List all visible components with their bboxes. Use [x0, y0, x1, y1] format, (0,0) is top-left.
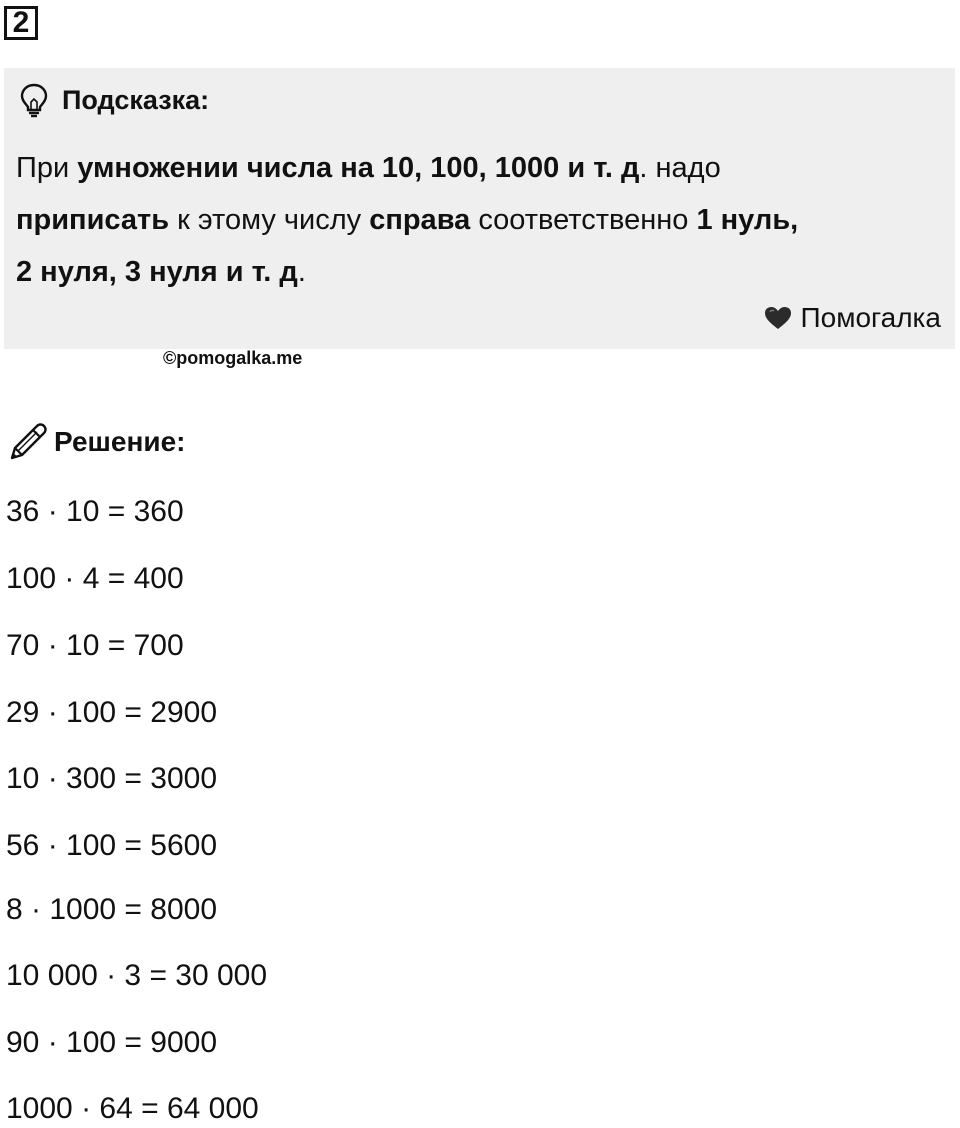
equation: 1000 · 64 = 64 000 [6, 1092, 259, 1125]
equation: 36 · 10 = 360 [6, 495, 184, 528]
equation: 56 · 100 = 5600 [6, 829, 218, 862]
equation: 10 000 · 3 = 30 000 [6, 959, 268, 992]
equation: 100 · 4 = 400 [6, 562, 184, 595]
hint-line [16, 246, 936, 298]
lightbulb-icon [16, 82, 52, 118]
hint-segment-bold: умножении числа на 10, 100, 1000 и т. д [77, 152, 640, 184]
equation: 10 · 300 = 3000 [6, 762, 218, 795]
brand-name: Помогалка [800, 302, 941, 333]
hint-segment-bold: приписать [16, 204, 170, 236]
hint-segment: . надо [639, 152, 721, 184]
equation: 70 · 10 = 700 [6, 629, 184, 662]
pencil-icon [6, 420, 50, 464]
hint-segment: к этому числу [169, 204, 370, 236]
hint-line [16, 194, 936, 246]
hint-segment-bold: справа [369, 204, 471, 236]
hint-segment: При [16, 152, 78, 184]
heart-icon [763, 305, 793, 331]
equation: 8 · 1000 = 8000 [6, 893, 218, 926]
hint-header [16, 82, 209, 118]
hint-line [16, 142, 936, 194]
task-number: 2 [4, 6, 38, 40]
hint-title: Подсказка: [62, 84, 210, 115]
hint-segment-bold: 1 нуль, [696, 204, 799, 236]
hint-box [4, 68, 955, 349]
equation: 90 · 100 = 9000 [6, 1026, 218, 1059]
hint-text [16, 142, 936, 298]
hint-segment: соответственно [470, 204, 697, 236]
brand [763, 302, 941, 334]
hint-segment: . [297, 256, 306, 288]
solution-header [6, 420, 185, 464]
watermark: ©pomogalka.me [163, 348, 303, 368]
equation: 29 · 100 = 2900 [6, 696, 218, 729]
hint-segment-bold: 2 нуля, 3 нуля и т. д [16, 256, 298, 288]
solution-title: Решение: [54, 426, 186, 457]
